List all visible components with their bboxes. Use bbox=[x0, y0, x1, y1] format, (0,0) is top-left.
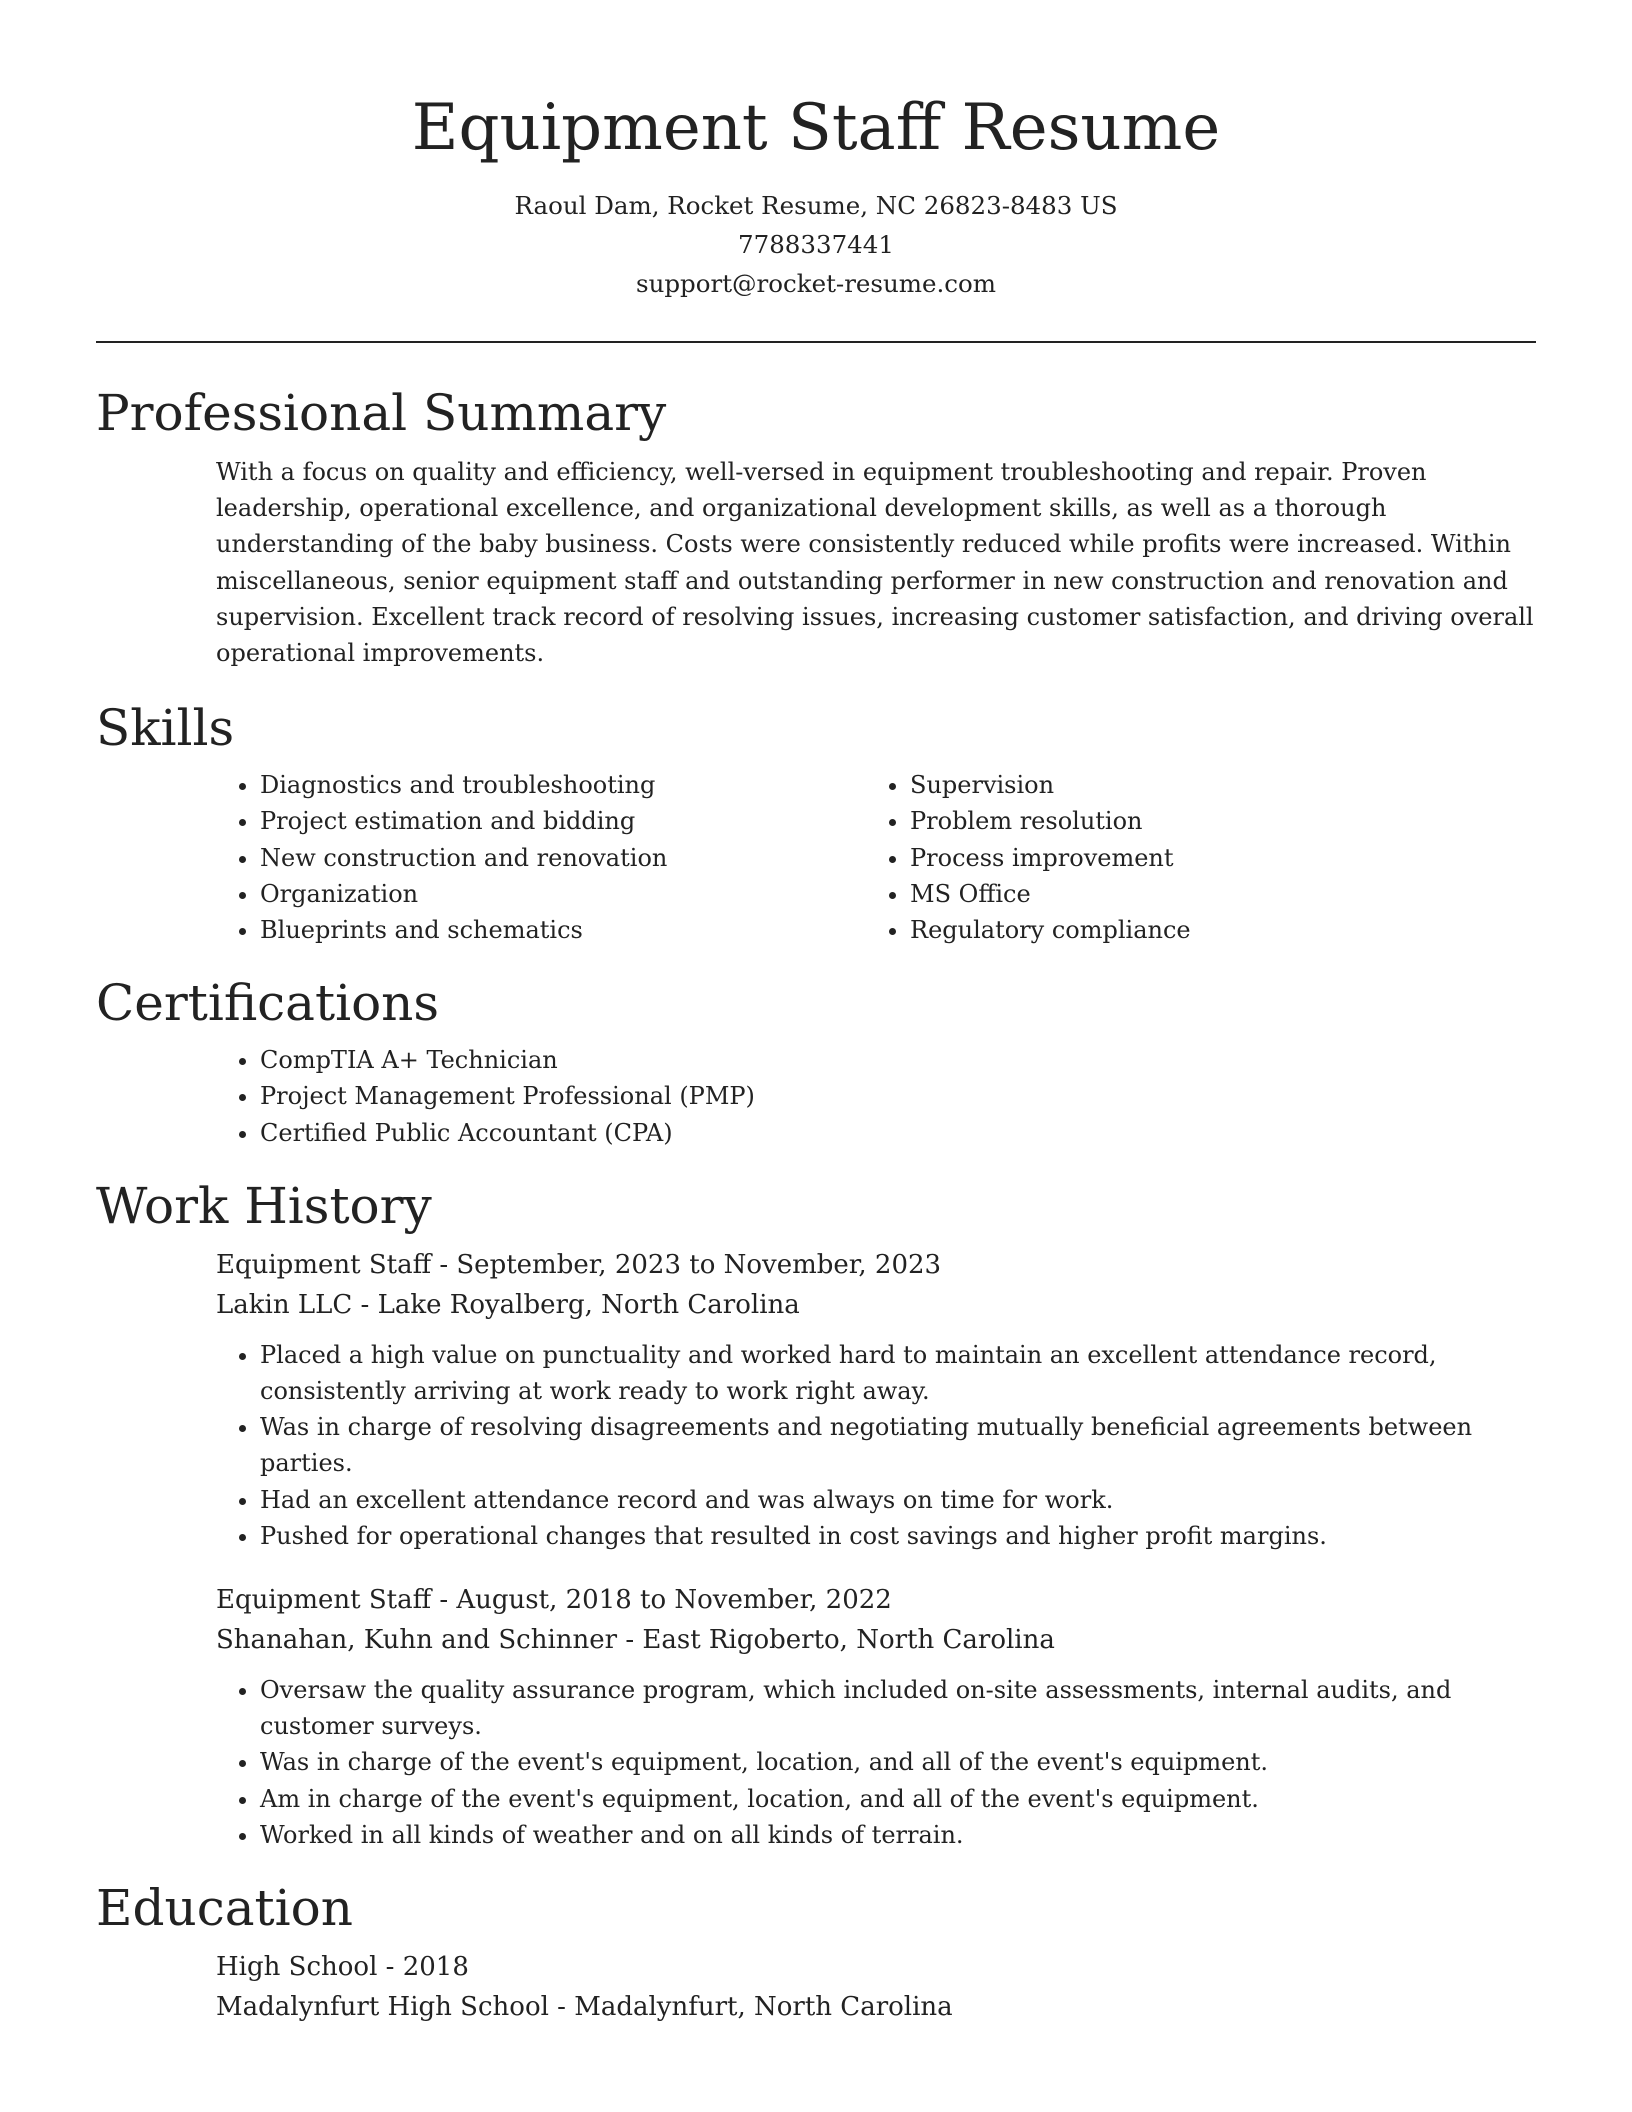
job-entry bbox=[96, 1245, 1536, 1554]
certification-item: • Certified Public Accountant (CPA) bbox=[260, 1115, 1536, 1151]
skills-heading: Skills bbox=[96, 699, 235, 758]
job-title-line: Equipment Staff - August, 2018 to November, 2022 bbox=[216, 1585, 892, 1616]
job-entry bbox=[96, 1580, 1536, 1853]
resume-header bbox=[0, 0, 1632, 303]
certifications-heading: Certifications bbox=[96, 974, 440, 1033]
duty-item: • Was in charge of the event's equipment, location, and all of the event's equipment. bbox=[260, 1744, 1536, 1780]
skills-list-left bbox=[216, 767, 866, 948]
duty-item: • Oversaw the quality assurance program, which included on-site assessments, internal audits, and customer surveys. bbox=[260, 1672, 1536, 1744]
skills-column-left bbox=[216, 767, 866, 948]
job-duties bbox=[216, 1672, 1536, 1853]
job-duties bbox=[216, 1337, 1536, 1554]
duty-item: • Was in charge of resolving disagreements and negotiating mutually beneficial agreements between parties. bbox=[260, 1409, 1536, 1481]
contact-block bbox=[0, 186, 1632, 303]
contact-email: support@rocket-resume.com bbox=[636, 269, 996, 298]
skill-item: • Organization bbox=[260, 876, 866, 912]
skill-item: • Process improvement bbox=[910, 840, 1516, 876]
summary-heading: Professional Summary bbox=[96, 384, 667, 442]
work-history-heading: Work History bbox=[96, 1176, 432, 1235]
skill-item: • Blueprints and schematics bbox=[260, 912, 866, 948]
duty-item: • Had an excellent attendance record and was always on time for work. bbox=[260, 1482, 1536, 1518]
job-title-line: Equipment Staff - September, 2023 to November, 2023 bbox=[216, 1249, 942, 1280]
skill-item: • Supervision bbox=[910, 767, 1516, 803]
job-duties-list bbox=[216, 1672, 1536, 1853]
duty-item: • Pushed for operational changes that resulted in cost savings and higher profit margins. bbox=[260, 1518, 1536, 1554]
duty-item: • Placed a high value on punctuality and worked hard to maintain an excellent attendance record, consistently arriving at work ready to work right away. bbox=[260, 1337, 1536, 1409]
duty-item: • Worked in all kinds of weather and on all kinds of terrain. bbox=[260, 1817, 1536, 1853]
header-divider bbox=[96, 341, 1536, 343]
certifications-body bbox=[216, 1042, 1536, 1151]
summary-text: With a focus on quality and efficiency, well-versed in equipment troubleshooting and repair. Proven leadership, operational excellence, and organizational development skills, as well as a thorough understanding of the baby business. Costs were consistently reduced while profits were increased. Within miscellaneous, senior equipment staff and outstanding performer in new construction and renovation and supervision. Excellent track record of resolving issues, increasing customer satisfaction, and driving overall operational improvements. bbox=[216, 458, 1534, 668]
education-heading: Education bbox=[96, 1879, 353, 1938]
skills-list-right bbox=[866, 767, 1516, 948]
certification-item: • Project Management Professional (PMP) bbox=[260, 1078, 1536, 1114]
skill-item: • Project estimation and bidding bbox=[260, 803, 866, 839]
skills-section bbox=[96, 695, 1536, 948]
education-school-line: Madalynfurt High School - Madalynfurt, North Carolina bbox=[216, 1992, 953, 2023]
job-employer-line: Shanahan, Kuhn and Schinner - East Rigoberto, North Carolina bbox=[216, 1625, 1055, 1656]
contact-address: Raoul Dam, Rocket Resume, NC 26823-8483 US bbox=[514, 191, 1118, 220]
certifications-section bbox=[96, 970, 1536, 1151]
education-degree-line: High School - 2018 bbox=[216, 1952, 469, 1983]
job-employer-line: Lakin LLC - Lake Royalberg, North Carolina bbox=[216, 1289, 800, 1320]
duty-item: • Am in charge of the event's equipment, location, and all of the event's equipment. bbox=[260, 1781, 1536, 1817]
education-section bbox=[96, 1875, 1536, 2027]
work-history-section bbox=[96, 1173, 1536, 1853]
certification-item: • CompTIA A+ Technician bbox=[260, 1042, 1536, 1078]
contact-phone: 7788337441 bbox=[738, 230, 894, 259]
job-duties-list bbox=[216, 1337, 1536, 1554]
resume-title: Equipment Staff Resume bbox=[411, 91, 1221, 165]
skill-item: • MS Office bbox=[910, 876, 1516, 912]
skill-item: • Regulatory compliance bbox=[910, 912, 1516, 948]
skill-item: • Problem resolution bbox=[910, 803, 1516, 839]
certifications-list bbox=[216, 1042, 1536, 1151]
skills-column-right bbox=[866, 767, 1516, 948]
summary-section bbox=[96, 380, 1536, 671]
skill-item: • New construction and renovation bbox=[260, 840, 866, 876]
resume-content bbox=[96, 380, 1536, 2027]
skill-item: • Diagnostics and troubleshooting bbox=[260, 767, 866, 803]
skills-columns bbox=[216, 767, 1536, 948]
education-entry bbox=[96, 1947, 1536, 2027]
